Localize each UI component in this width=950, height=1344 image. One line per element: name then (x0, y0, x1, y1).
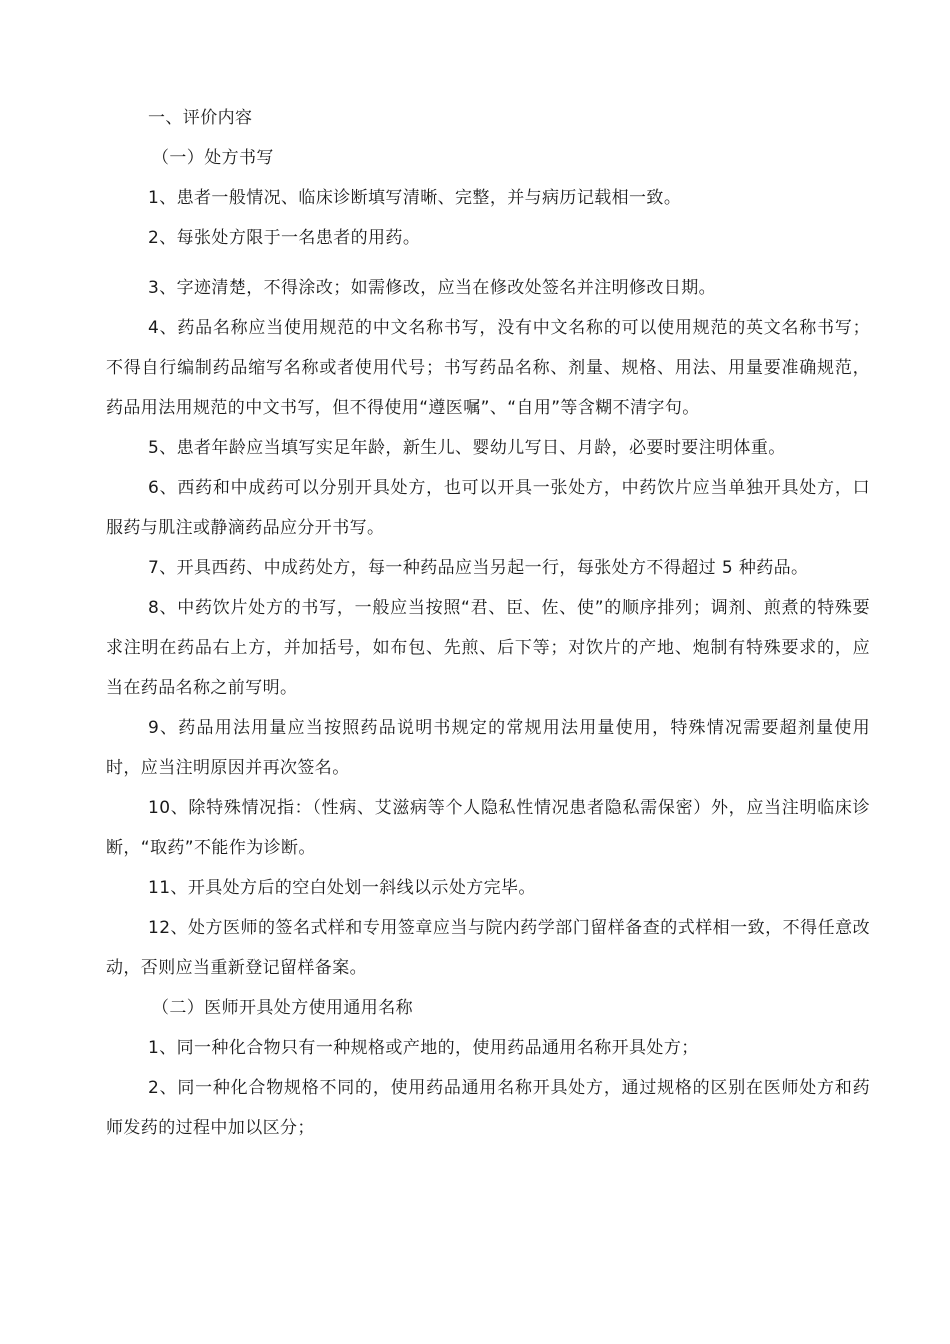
paragraph-generic-item-1: 1、同一种化合物只有一种规格或产地的，使用药品通用名称开具处方； (148, 1038, 699, 1058)
paragraph-item-4: 4、药品名称应当使用规范的中文名称书写，没有中文名称的可以使用规范的英文名称书写；不得自行编制药品缩写名称或者使用代号；书写药品名称、剂量、规格、用法、用量要准确规范，药品用法用规范的中文书写，但不得使用“遵医嘱”、“自用”等含糊不清字句。 (106, 318, 870, 418)
paragraph-item-5: 5、患者年龄应当填写实足年龄，新生儿、婴幼儿写日、月龄，必要时要注明体重。 (148, 438, 786, 458)
spacer (106, 258, 870, 268)
paragraph-item-3: 3、字迹清楚，不得涂改；如需修改，应当在修改处签名并注明修改日期。 (148, 278, 717, 298)
paragraph-item-9: 9、药品用法用量应当按照药品说明书规定的常规用法用量使用，特殊情况需要超剂量使用时，应当注明原因并再次签名。 (106, 718, 870, 778)
paragraph-item-10: 10、除特殊情况指：（性病、艾滋病等个人隐私性情况患者隐私需保密）外，应当注明临床诊断，“取药”不能作为诊断。 (106, 798, 870, 858)
paragraph-item-12: 12、处方医师的签名式样和专用签章应当与院内药学部门留样备查的式样相一致，不得任意改动，否则应当重新登记留样备案。 (106, 918, 870, 978)
paragraph-item-7: 7、开具西药、中成药处方，每一种药品应当另起一行，每张处方不得超过 5 种药品。 (148, 558, 809, 578)
section-title: 一、评价内容 (148, 108, 253, 128)
paragraph-item-1: 1、患者一般情况、临床诊断填写清晰、完整，并与病历记载相一致。 (148, 188, 682, 208)
subsection-title-prescription-writing: （一）处方书写 (152, 148, 274, 168)
document-body (106, 98, 870, 1148)
paragraph-item-2: 2、每张处方限于一名患者的用药。 (148, 228, 421, 248)
paragraph-item-6: 6、西药和中成药可以分别开具处方，也可以开具一张处方，中药饮片应当单独开具处方，口服药与肌注或静滴药品应分开书写。 (106, 478, 870, 538)
paragraph-generic-item-2: 2、同一种化合物规格不同的，使用药品通用名称开具处方，通过规格的区别在医师处方和药师发药的过程中加以区分； (106, 1078, 870, 1138)
paragraph-item-11: 11、开具处方后的空白处划一斜线以示处方完毕。 (148, 878, 536, 898)
subsection-title-generic-names: （二）医师开具处方使用通用名称 (152, 998, 413, 1018)
paragraph-item-8: 8、中药饮片处方的书写，一般应当按照“君、臣、佐、使”的顺序排列；调剂、煎煮的特殊要求注明在药品右上方，并加括号，如布包、先煎、后下等；对饮片的产地、炮制有特殊要求的，应当在药品名称之前写明。 (106, 598, 870, 698)
